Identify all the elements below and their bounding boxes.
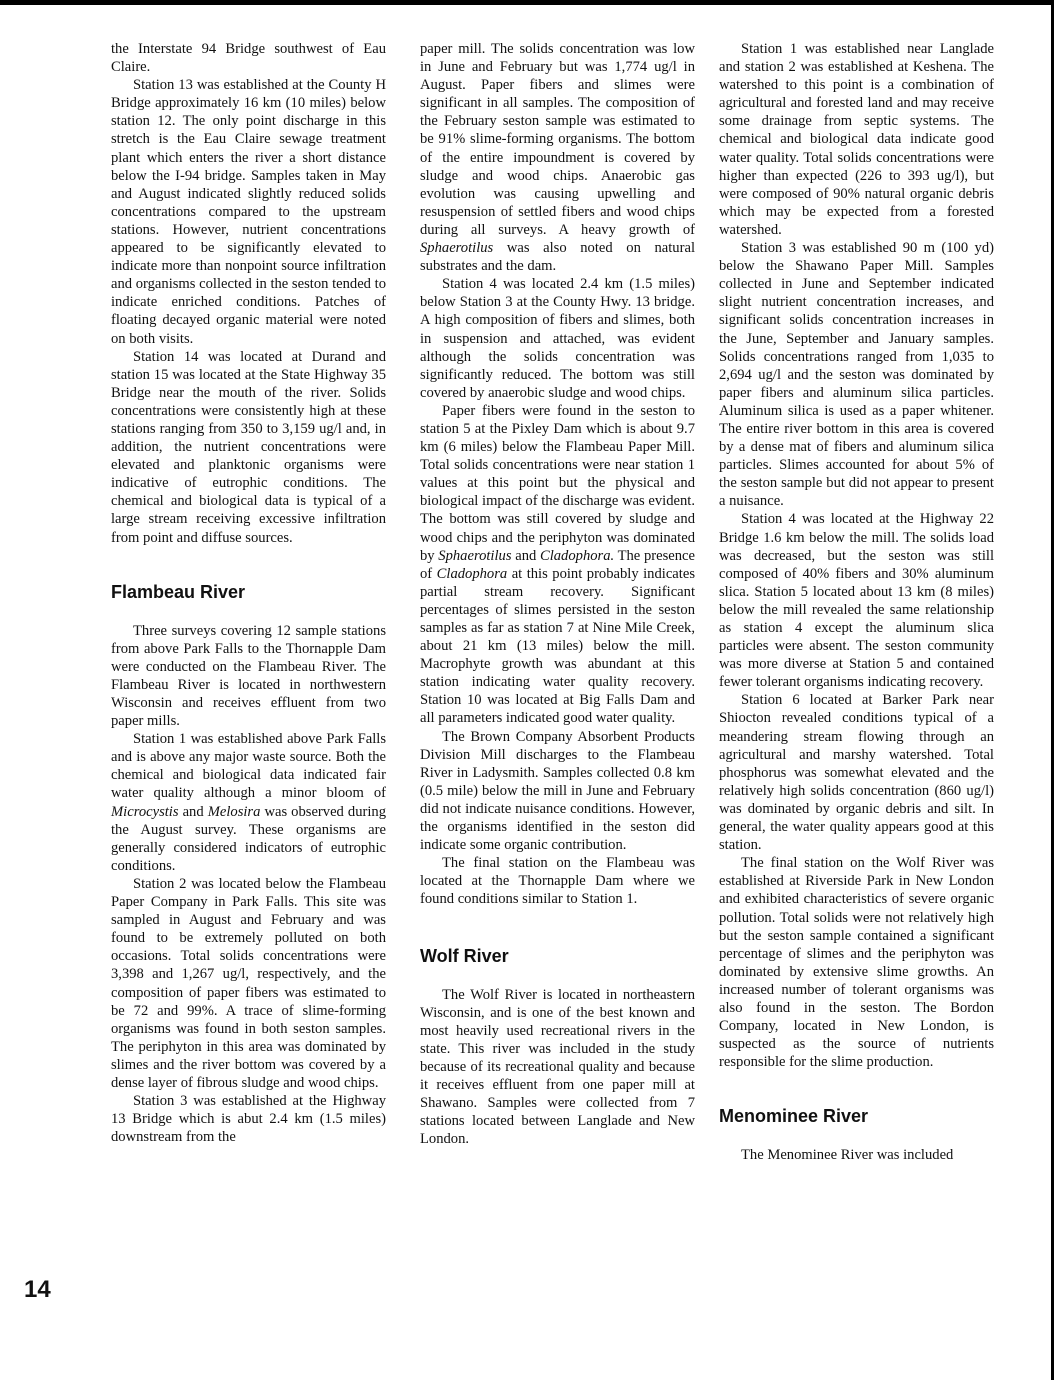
text-run: Station 1 was established above Park Falls and is above any major waste source. Both the chemical and biological data indicated fair water quality although a minor bloom of [111,731,386,802]
paragraph: Station 3 was established at the Highway 13 Bridge which is abut 2.4 km (1.5 miles) downstream from the [111,1093,386,1146]
paragraph: The final station on the Wolf River was established at Riverside Park in New London and exhibited characteristics of severe organic pollution. Total solids were not relatively high but the seston sample contained a significant percentage of slimes and the periphyton was dominated by extensive slime growths. An increased number of tolerant organisms was also found in the seston. The Bordon Company, located in New London, is suspected as the source of nutrients responsible for the slime production. [719,855,994,1071]
column-2 [420,40,695,1148]
paragraph [420,402,695,728]
taxon-name: Sphaerotilus [438,547,512,564]
text-run: The presence of [420,547,695,582]
text-run: was also noted on natural substrates and the dam. [420,240,695,275]
paragraph: Station 13 was established at the County H Bridge approximately 16 km (10 miles) below station 12. The only point discharge in this stretch is the Eau Claire sewage treatment plant which enters the river a short distance below the I-94 bridge. Samples taken in May and August indicated slightly reduced solids concentrations compared to the upstream stations. However, nutrient concentrations appeared to be significantly elevated to indicate more than nonpoint source infiltration and organisms collected in the seston tended to indicate enriched conditions. Patches of floating decayed organic material were noted on both visits. [111,77,386,347]
paragraph [420,40,695,275]
section-heading-flambeau: Flambeau River [111,581,246,602]
text-run: paper mill. The solids concentration was low in June and February but was 1,774 ug/l in August. Paper fibers and slimes were significant in all samples. The composition of the February seston sample was estimated to be 91% slime-forming organisms. The bottom of the entire impoundment is covered by sludge and wood chips. Anaerobic gas evolution was causing upwelling and resuspension of settled fibers and wood chips during all surveys. A heavy growth of [420,41,695,238]
paragraph: Station 4 was located at the Highway 22 Bridge 1.6 km below the mill. The solids load was decreased, but the seston was still composed of 40% fibers and 30% aluminum slica. Station 5 located about 13 km (8 miles) below the mill revealed the same relationship as station 4 except the aluminum slica particles were absent. The seston community was more diverse at Station 5 and contained fewer tolerant organisms indicating recovery. [719,511,994,691]
paragraph: The final station on the Flambeau was located at the Thornapple Dam where we found conditions similar to Station 1. [420,855,695,908]
column-3 [719,40,994,1164]
taxon-name: Microcystis [111,803,179,820]
paragraph: The Wolf River is located in northeastern Wisconsin, and is one of the best known and most heavily used recreational rivers in the state. This river was included in the study because of its recreational quality and because it receives effluent from one paper mill at Shawano. Samples were collected from 7 stations located between Langlade and New London. [420,986,695,1148]
taxon-name: Cladophora. [539,547,615,564]
taxon-name: Melosira [207,803,261,820]
paragraph: Station 2 was located below the Flambeau Paper Company in Park Falls. This site was sampled in August and February and was found to be extremely polluted on both occasions. Total solids concentrations were 3,398 and 1,267 ug/l, respectively, and the composition of paper fibers was estimated to be 72 and 99%. A trace of slime-forming organisms was found in both seston samples. The periphyton in this area was dominated by slimes and the river bottom was covered by a dense layer of fibrous sludge and wood chips. [111,875,386,1091]
paragraph: Station 1 was established near Langlade and station 2 was established at Keshena. The watershed to this point is a combination of agricultural and forested land and may receive some drainage from septic systems. The chemical and biological data indicate good water quality. Total solids concentrations were higher than expected (226 to 393 ug/l), but were composed of 90% natural organic debris which may be expected from a forested watershed. [719,41,994,238]
paragraph: the Interstate 94 Bridge southwest of Eau Claire. [111,41,386,76]
page-number: 14 [24,1276,51,1303]
paragraph: Station 4 was located 2.4 km (1.5 miles) below Station 3 at the County Hwy. 13 bridge. A high composition of fibers and slimes, both in suspension and attached, was evident although the solids concentration was significantly reduced. The bottom was still covered by anaerobic sludge and wood chips. [420,276,695,401]
column-1 [111,40,386,1146]
paragraph: Station 6 located at Barker Park near Shiocton revealed conditions typical of a meandering stream flowing through an agricultural and marshy watershed. Total phosphorus was somewhat elevated and the relatively high solids concentration (860 ug/l) was dominated by organic debris and silt. In general, the water quality appears good at this station. [719,692,994,854]
paragraph: The Brown Company Absorbent Products Division Mill discharges to the Flambeau River in Ladysmith. Samples collected 0.8 km (0.5 mile) below the mill in June and February did not indicate nuisance conditions. However, the organisms identified in the seston did indicate some organic contribution. [420,728,695,854]
paragraph: Three surveys covering 12 sample stations from above Park Falls to the Thornapple Dam were conducted on the Flambeau River. The Flambeau River is located in northwestern Wisconsin and receives effluent from two paper mills. [111,622,386,730]
section-heading-wolf: Wolf River [420,945,509,966]
paragraph: Station 14 was located at Durand and station 15 was located at the State Highway 35 Bridge near the mouth of the river. Solids concentrations were consistently high at these stations ranging from 350 to 3,159 ug/l and, in addition, the nutrient concentrations were elevated and planktonic organisms were indicative of eutrophic conditions. The chemical and biological data is typical of a large stream receiving excessive infiltration from point and diffuse sources. [111,348,386,546]
taxon-name: Sphaerotilus [420,240,494,257]
taxon-name: Cladophora [436,565,508,582]
text-run: at this point probably indicates partial stream recovery. Significant percentages of slimes persisted in the seston samples as far as station 7 at Nine Mile Creek, about 21 km (13 miles) below the mill. Macrophyte growth was abundant at this station indicating water quality recovery. Station 10 was located at Big Falls Dam and all parameters indicated good water quality. [420,565,696,727]
section-heading-menominee: Menominee River [719,1106,869,1127]
text-run: Paper fibers were found in the seston to station 5 at the Pixley Dam which is about 9.7 km (6 miles) below the Flambeau Paper Mill. Total solids concentrations were near station 1 values at this point but the physical and biological impact of the discharge was evident. The bottom was still covered by sludge and wood chips and the periphyton was dominated by [420,402,695,564]
text-run: and [178,803,208,820]
text-run: was observed during the August survey. These organisms are generally considered indicators of eutrophic conditions. [111,803,386,874]
text-run: and [511,547,540,564]
top-rule [0,0,1054,5]
paragraph: The Menominee River was included [741,1147,954,1164]
paragraph: Station 3 was established 90 m (100 yd) below the Shawano Paper Mill. Samples collected in June and September indicated slight nutrient concentration increases, and significant solids concentration increases in the June, September and January samples. Solids concentrations ranged from 1,035 to 2,694 ug/l and the seston was dominated by paper fibers and aluminum silica particles. Aluminum silica is used as a paper whitener. The entire river bottom in this area is covered by a dense mat of fibers and aluminum silica particles. Slimes accounted for about 5% of the seston sample but did not appear to present a nuisance. [719,240,994,510]
paragraph [111,730,386,875]
